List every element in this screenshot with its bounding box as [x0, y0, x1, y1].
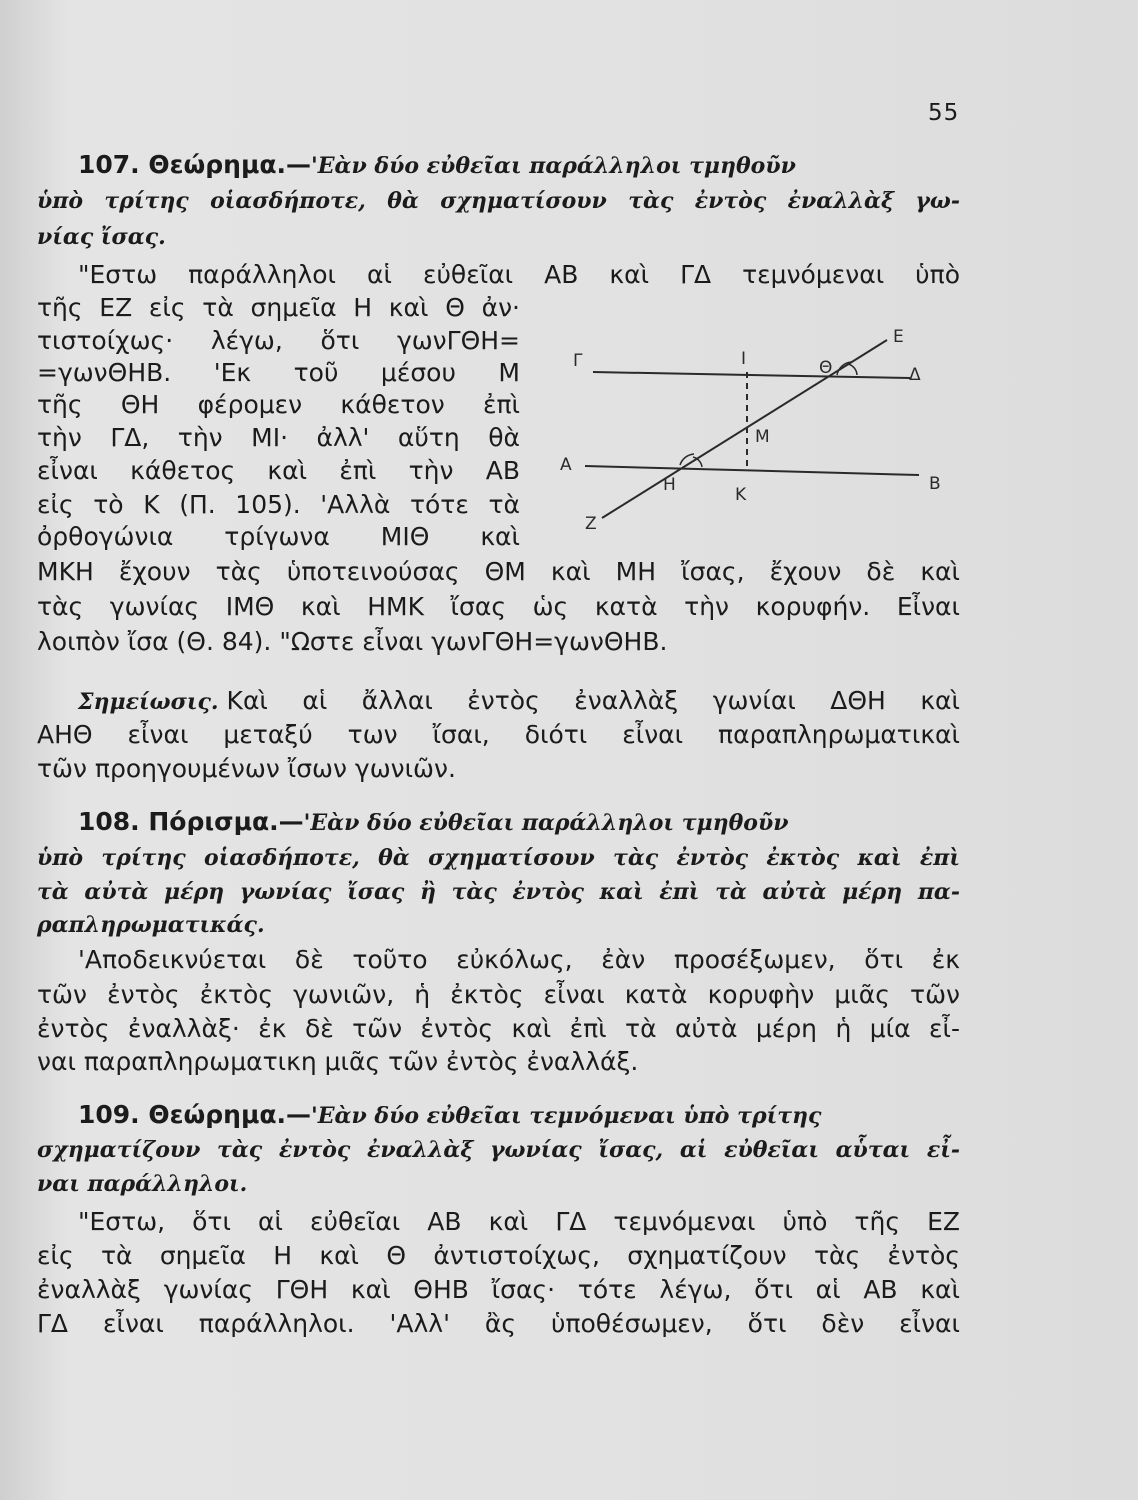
theorem-109-line-1	[78, 1100, 960, 1129]
corollary-108-heading: 108. Πόρισμα.—	[78, 807, 304, 836]
theorem-107-proof-line: τῆς ΘΗ φέρομεν κάθετον ἐπὶ	[37, 390, 520, 419]
line-gamma-delta	[593, 372, 910, 378]
theorem-107-proof-line: εἰς τὸ Κ (Π. 105). 'Αλλὰ τότε τὰ	[37, 490, 520, 519]
theorem-107-proof-line: εἶναι κάθετος καὶ ἐπὶ τὴν ΑΒ	[37, 456, 520, 485]
geometry-figure	[555, 318, 960, 543]
note-line-3: τῶν προηγουμένων ἴσων γωνιῶν.	[37, 754, 456, 783]
label-epsilon: Ε	[893, 327, 904, 347]
corollary-108-proof-line: τῶν ἐντὸς ἐκτὸς γωνιῶν, ἡ ἐκτὸς εἶναι κατὰ κορυφὴν μιᾶς τῶν	[37, 980, 960, 1009]
theorem-107-proof-line: "Εστω παράλληλοι αἱ εὐθεῖαι ΑΒ καὶ ΓΔ τεμνόμεναι ὑπὸ	[78, 260, 960, 289]
theorem-107-proof-line: τῆς ΕΖ εἰς τὰ σημεῖα Η καὶ Θ ἀν·	[37, 293, 520, 322]
theorem-107-proof-line: =γωνΘΗΒ. 'Εκ τοῦ μέσου Μ	[37, 358, 520, 387]
note-line-2: ΑΗΘ εἶναι μεταξύ των ἴσαι, διότι εἶναι παραπληρωματικαὶ	[37, 720, 960, 749]
corollary-108-proof-line: ἐντὸς ἐναλλὰξ· ἐκ δὲ τῶν ἐντὸς καὶ ἐπὶ τὰ αὐτὰ μέρη ἡ μία εἶ-	[37, 1014, 960, 1043]
angle-mark-eta-inner	[693, 457, 702, 467]
theorem-107-proof-line: τὴν ΓΔ, τὴν ΜΙ· ἀλλ' αὕτη θὰ	[37, 423, 520, 452]
theorem-109-proof-line: ἐναλλὰξ γωνίας ΓΘΗ καὶ ΘΗΒ ἴσας· τότε λέγω, ὅτι αἱ ΑΒ καὶ	[37, 1275, 960, 1304]
corollary-108-proof-line: 'Αποδεικνύεται δὲ τοῦτο εὐκόλως, ἐὰν προσέξωμεν, ὅτι ἐκ	[78, 945, 960, 974]
theorem-109-line-3: ναι παράλληλοι.	[37, 1171, 248, 1197]
line-alpha-beta	[585, 466, 919, 475]
angle-mark-eta	[680, 454, 694, 465]
corollary-108-line-3: τὰ αὐτὰ μέρη γωνίας ἴσας ἢ τὰς ἐντὸς καὶ ἐπὶ τὰ αὐτὰ μέρη πα-	[37, 879, 960, 905]
note-text: Καὶ αἱ ἄλλαι ἐντὸς ἐναλλὰξ γωνίαι ΔΘΗ καὶ	[226, 686, 960, 715]
theorem-107-proof-line: τιστοίχως· λέγω, ὅτι γωνΓΘΗ=	[37, 326, 520, 355]
corollary-108-line-1	[78, 807, 960, 836]
theorem-107-line-3: νίας ἴσας.	[37, 224, 166, 250]
theorem-107-heading: 107. Θεώρημα.—	[78, 150, 312, 179]
angle-mark-theta-inner	[848, 364, 857, 375]
theorem-107-proof-line: τὰς γωνίας ΙΜΘ καὶ ΗΜΚ ἴσας ὡς κατὰ τὴν κορυφήν. Εἶναι	[37, 592, 960, 621]
theorem-109-statement: 'Εὰν δύο εὐθεῖαι τεμνόμεναι ὑπὸ τρίτης	[311, 1103, 822, 1129]
label-eta: Η	[663, 475, 676, 495]
label-gamma: Γ	[573, 351, 583, 371]
label-alpha: Α	[560, 455, 572, 475]
corollary-108-line-2: ὑπὸ τρίτης οἱασδήποτε, θὰ σχηματίσουν τὰς ἐντὸς ἐκτὸς καὶ ἐπὶ	[37, 845, 960, 871]
theorem-107-proof-line: λοιπὸν ἴσα (Θ. 84). "Ωστε εἶναι γωνΓΘΗ=γωνΘΗΒ.	[37, 627, 668, 656]
theorem-109-proof-line: εἰς τὰ σημεῖα Η καὶ Θ ἀντιστοίχως, σχηματίζουν τὰς ἐντὸς	[37, 1241, 960, 1270]
label-theta: Θ	[819, 358, 833, 378]
label-kappa: Κ	[735, 485, 747, 505]
theorem-109-line-2: σχηματίζουν τὰς ἐντὸς ἐναλλὰξ γωνίας ἴσας, αἱ εὐθεῖαι αὗται εἶ-	[37, 1137, 960, 1163]
page-number: 55	[928, 100, 960, 126]
label-zeta: Ζ	[585, 514, 597, 534]
label-beta: Β	[929, 474, 941, 494]
theorem-107-proof-line: ΜΚΗ ἔχουν τὰς ὑποτεινούσας ΘΜ καὶ ΜΗ ἴσας, ἔχουν δὲ καὶ	[37, 557, 960, 586]
corollary-108-proof-line: ναι παραπληρωματικη μιᾶς τῶν ἐντὸς ἐναλλάξ.	[37, 1047, 639, 1076]
theorem-109-proof-line: ΓΔ εἶναι παράλληλοι. 'Αλλ' ἂς ὑποθέσωμεν, ὅτι δὲν εἶναι	[37, 1309, 960, 1338]
label-iota: Ι	[741, 349, 747, 369]
theorem-107-proof-line: ὀρθογώνια τρίγωνα ΜΙΘ καὶ	[37, 522, 520, 551]
theorem-109-heading: 109. Θεώρημα.—	[78, 1100, 312, 1129]
theorem-107-line-1	[78, 150, 960, 179]
theorem-107-statement: 'Εὰν δύο εὐθεῖαι παράλληλοι τμηθοῦν	[311, 153, 796, 179]
corollary-108-statement: 'Εὰν δύο εὐθεῖαι παράλληλοι τμηθοῦν	[303, 810, 789, 836]
label-mu: Μ	[755, 427, 770, 447]
note-label: Σημείωσις.	[78, 689, 219, 715]
note-line-1	[78, 686, 960, 715]
label-delta: Δ	[909, 365, 921, 385]
theorem-109-proof-line: "Εστω, ὅτι αἱ εὐθεῖαι ΑΒ καὶ ΓΔ τεμνόμεναι ὑπὸ τῆς ΕΖ	[78, 1207, 960, 1236]
corollary-108-line-4: ραπληρωματικάς.	[37, 912, 265, 938]
theorem-107-line-2: ὑπὸ τρίτης οἱασδήποτε, θὰ σχηματίσουν τὰς ἐντὸς ἐναλλὰξ γω-	[37, 188, 960, 214]
